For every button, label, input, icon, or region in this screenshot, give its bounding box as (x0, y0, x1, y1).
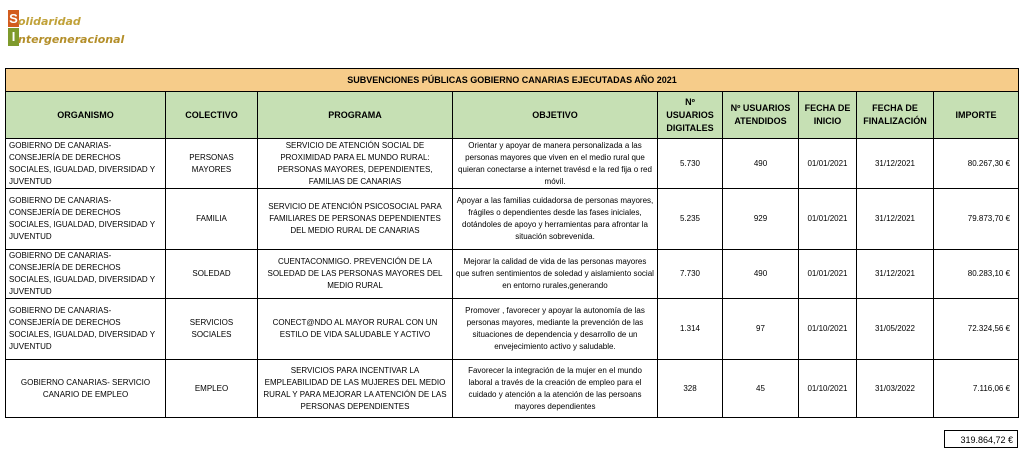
cell-fecha-inicio: 01/01/2021 (799, 189, 857, 250)
cell-importe: 7.116,06 € (934, 360, 1019, 418)
header-usuarios-digitales: Nº USUARIOS DIGITALES (658, 92, 723, 139)
cell-fecha-fin: 31/12/2021 (857, 250, 934, 299)
cell-organismo: GOBIERNO DE CANARIAS- CONSEJERÍA DE DERECHOS SOCIALES, IGUALDAD, DIVERSIDAD Y JUVENTUD (6, 189, 166, 250)
header-usuarios-atendidos: Nº USUARIOS ATENDIDOS (723, 92, 799, 139)
cell-importe: 80.283,10 € (934, 250, 1019, 299)
cell-usuarios-digitales: 5.730 (658, 139, 723, 189)
cell-usuarios-digitales: 7.730 (658, 250, 723, 299)
cell-programa: SERVICIO DE ATENCIÓN SOCIAL DE PROXIMIDAD PARA EL MUNDO RURAL: PERSONAS MAYORES, DEPENDIENTES, FAMILIAS DE CANARIAS (258, 139, 453, 189)
cell-colectivo: SERVICIOS SOCIALES (166, 299, 258, 360)
table-row (6, 189, 1019, 250)
header-importe: IMPORTE (934, 92, 1019, 139)
cell-usuarios-atendidos: 929 (723, 189, 799, 250)
logo-line-1: olidaridad (18, 15, 81, 28)
cell-objetivo (453, 250, 658, 299)
cell-usuarios-atendidos: 490 (723, 139, 799, 189)
cell-programa: CONECT@NDO AL MAYOR RURAL CON UN ESTILO DE VIDA SALUDABLE Y ACTIVO (258, 299, 453, 360)
table-title: SUBVENCIONES PÚBLICAS GOBIERNO CANARIAS EJECUTADAS AÑO 2021 (6, 69, 1019, 92)
logo-letter-i: I (8, 28, 19, 46)
logo-line-2: ntergeneracional (18, 33, 125, 46)
header-colectivo: COLECTIVO (166, 92, 258, 139)
cell-usuarios-digitales: 1.314 (658, 299, 723, 360)
cell-usuarios-atendidos: 490 (723, 250, 799, 299)
cell-fecha-fin: 31/05/2022 (857, 299, 934, 360)
header-row (6, 92, 1019, 139)
cell-importe: 80.267,30 € (934, 139, 1019, 189)
header-organismo: ORGANISMO (6, 92, 166, 139)
cell-objetivo: Orientar y apoyar de manera personalizada a las personas mayores que viven en el medio rural que quieran conectarse a internet travésd e la red fija o red móvil. (453, 139, 658, 189)
cell-fecha-inicio: 01/01/2021 (799, 250, 857, 299)
cell-colectivo: EMPLEO (166, 360, 258, 418)
cell-fecha-inicio: 01/01/2021 (799, 139, 857, 189)
cell-programa: SERVICIO DE ATENCIÓN PSICOSOCIAL PARA FAMILIARES DE PERSONAS DEPENDIENTES DEL MEDIO RURAL DE CANARIAS (258, 189, 453, 250)
header-fecha-inicio: FECHA DE INICIO (799, 92, 857, 139)
header-programa: PROGRAMA (258, 92, 453, 139)
cell-usuarios-atendidos: 45 (723, 360, 799, 418)
cell-programa: CUENTACONMIGO. PREVENCIÓN DE LA SOLEDAD DE LAS PERSONAS MAYORES DEL MEDIO RURAL (258, 250, 453, 299)
cell-programa: SERVICIOS PARA INCENTIVAR LA EMPLEABILIDAD DE LAS MUJERES DEL MEDIO RURAL Y PARA MEJORAR LA ATENCIÓN DE LAS PERSONAS DEPENDIENTES (258, 360, 453, 418)
logo-letter-s: S (9, 11, 18, 26)
cell-importe: 79.873,70 € (934, 189, 1019, 250)
cell-fecha-fin: 31/12/2021 (857, 139, 934, 189)
cell-usuarios-digitales: 5.235 (658, 189, 723, 250)
cell-organismo: GOBIERNO DE CANARIAS- CONSEJERÍA DE DERECHOS SOCIALES, IGUALDAD, DIVERSIDAD Y JUVENTUD (6, 250, 166, 299)
cell-objetivo-text: Mejorar la calidad de vida de las personas mayores que sufren sentimientos de soledad y aislamiento social en entorno rurales,generando (456, 257, 654, 290)
cell-objetivo: Favorecer la integración de la mujer en el mundo laboral a través de la creación de empleo para el cuidado y atención a la atención de las persoans mayores dependientes (453, 360, 658, 418)
cell-fecha-inicio: 01/10/2021 (799, 299, 857, 360)
logo (8, 6, 148, 50)
cell-organismo: GOBIERNO CANARIAS- SERVICIO CANARIO DE EMPLEO (6, 360, 166, 418)
cell-fecha-inicio: 01/10/2021 (799, 360, 857, 418)
cell-organismo: GOBIERNO DE CANARIAS- CONSEJERÍA DE DERECHOS SOCIALES, IGUALDAD, DIVERSIDAD Y JUVENTUD (6, 299, 166, 360)
cell-objetivo: Promover , favorecer y apoyar la autonomía de las personas mayores, mediante la prevención de las situaciones de dependencia y desarrollo de un envejecimiento activo y saludable. (453, 299, 658, 360)
cell-colectivo: PERSONAS MAYORES (166, 139, 258, 189)
cell-fecha-fin: 31/12/2021 (857, 189, 934, 250)
subsidies-table (5, 68, 1019, 418)
header-objetivo: OBJETIVO (453, 92, 658, 139)
cell-importe: 72.324,56 € (934, 299, 1019, 360)
cell-fecha-fin: 31/03/2022 (857, 360, 934, 418)
cell-usuarios-digitales: 328 (658, 360, 723, 418)
table-row (6, 360, 1019, 418)
table-title-row (6, 69, 1019, 92)
cell-objetivo: Apoyar a las familias cuidadorsa de personas mayores, frágiles o dependientes desde las fases iniciales, dotándoles de apoyo y herramientas para afrontar la situación sobrevenida. (453, 189, 658, 250)
total-importe: 319.864,72 € (944, 430, 1018, 448)
header-fecha-finalizacion: FECHA DE FINALIZACIÓN (857, 92, 934, 139)
cell-organismo: GOBIERNO DE CANARIAS- CONSEJERÍA DE DERECHOS SOCIALES, IGUALDAD, DIVERSIDAD Y JUVENTUD (6, 139, 166, 189)
cell-colectivo: SOLEDAD (166, 250, 258, 299)
table-row (6, 299, 1019, 360)
table-row (6, 250, 1019, 299)
table-row (6, 139, 1019, 189)
cell-usuarios-atendidos: 97 (723, 299, 799, 360)
cell-colectivo: FAMILIA (166, 189, 258, 250)
